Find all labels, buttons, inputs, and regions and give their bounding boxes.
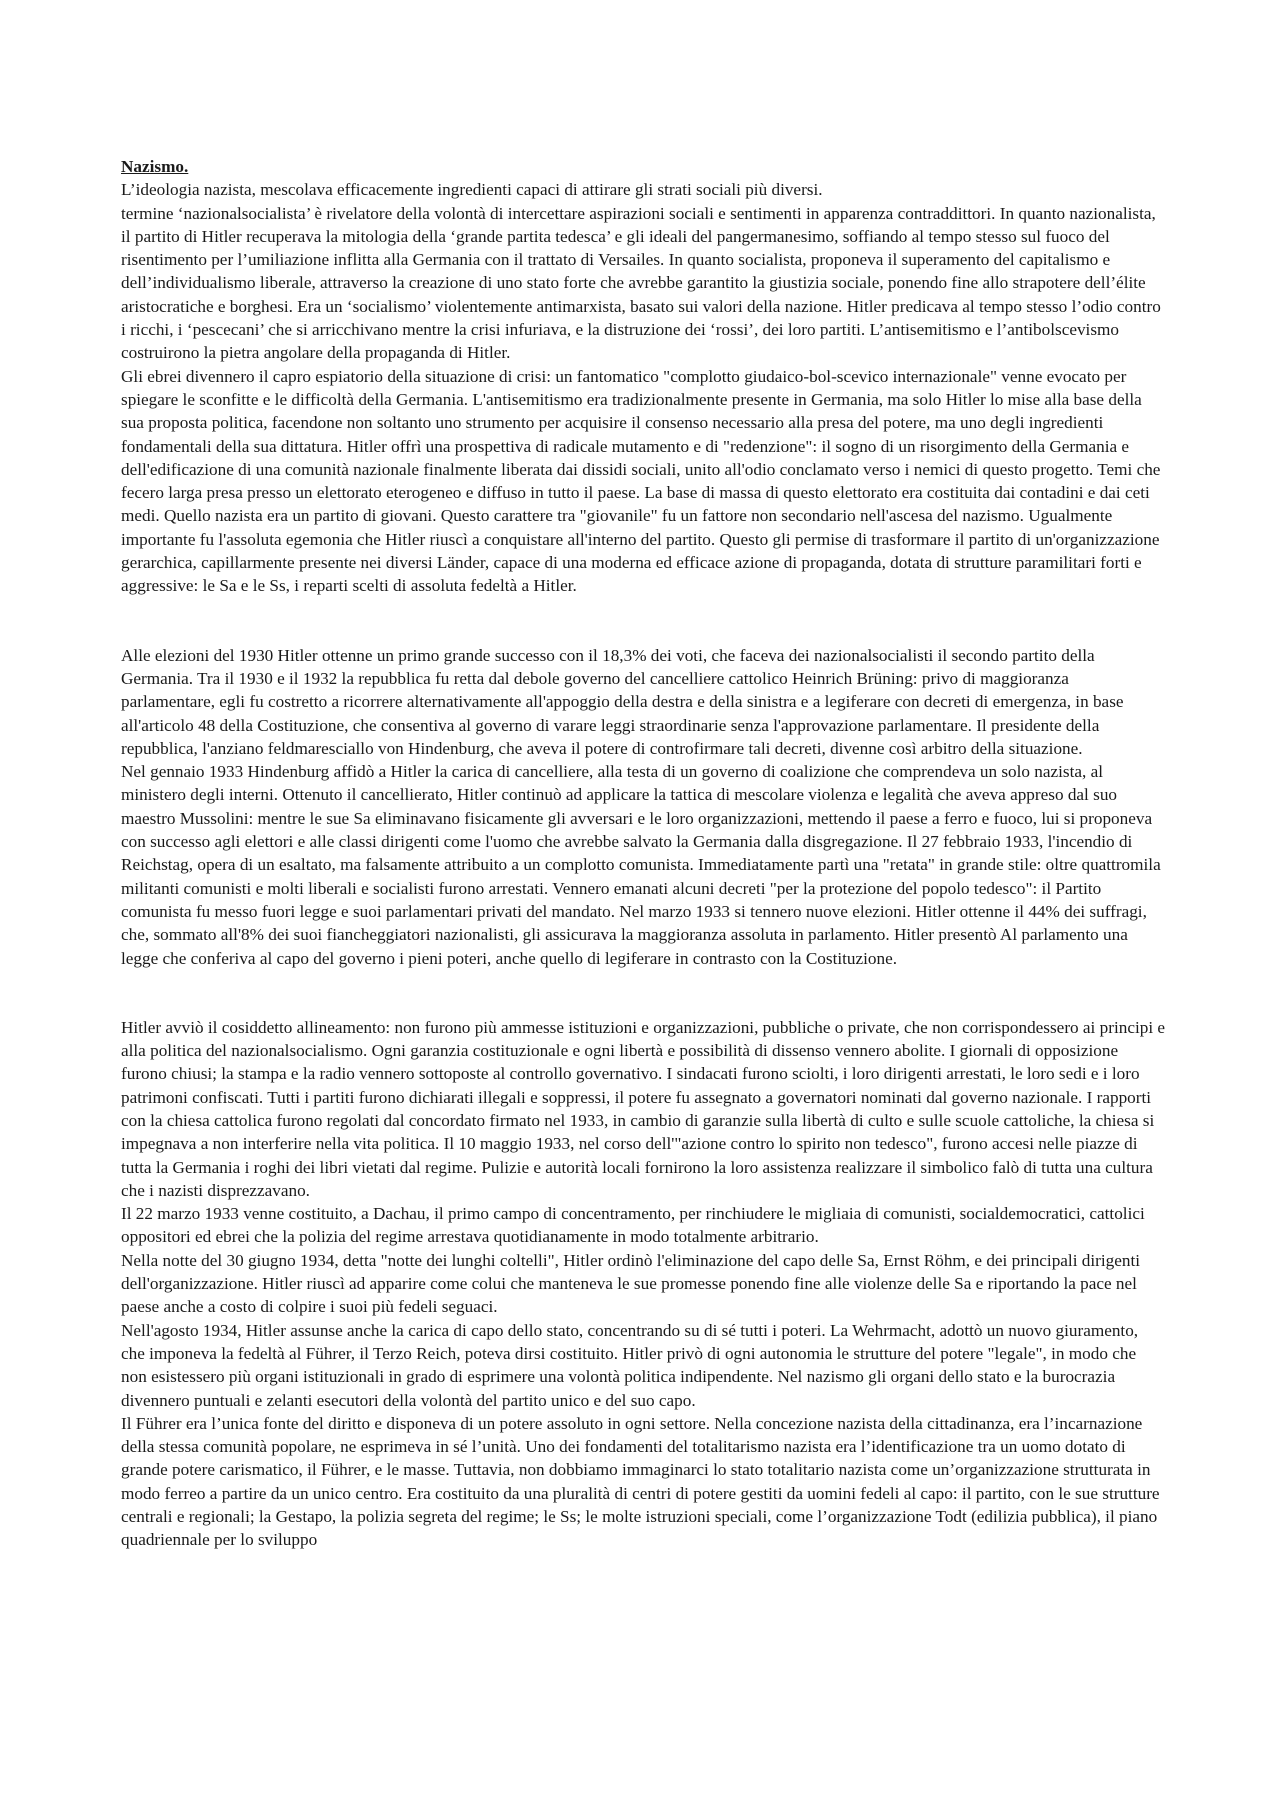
paragraph: Il Führer era l’unica fonte del diritto e disponeva di un potere assoluto in ogni settore. Nella concezione nazista della cittadinanza, era l’incarnazione della stessa comunità popolare, ne esprimeva in sé l’unità. Uno dei fondamenti del totalitarismo nazista era l’identificazione tra un uomo dotato di grande potere carismatico, il Führer, e le masse. Tuttavia, non dobbiamo immaginarci lo stato totalitario nazista come un’organizzazione strutturata in modo ferreo a partire da un unico centro. Era costituito da una pluralità di centri di potere gestiti da uomini fedeli al capo: il partito, con le sue strutture centrali e regionali; la Gestapo, la polizia segreta del regime; le Ss; le molte istruzioni speciali, come l’organizzazione Todt (edilizia pubblica), il piano quadriennale per lo sviluppo: [121, 1413, 1160, 1550]
paragraph: Gli ebrei divennero il capro espiatorio della situazione di crisi: un fantomatico "complotto giudaico-bol-scevico internazionale" venne evocato per spiegare le sconfitte e le difficoltà della Germania. L'antisemitismo era tradizionalmente presente in Germania, ma solo Hitler lo mise alla base della sua proposta politica, facendone non soltanto uno strumento per acquisire il consenso necessario alla presa del potere, ma uno degli ingredienti fondamentali della sua dittatura. Hitler offrì una prospettiva di radicale mutamento e di "redenzione": il sogno di un risorgimento della Germania e dell'edificazione di una comunità nazionale finalmente liberata dai dissidi sociali, unito all'odio conclamato verso i nemici di questo progetto. Temi che fecero larga presa presso un elettorato eterogeneo e diffuso in tutto il paese. La base di massa di questo elettorato era costituita dai contadini e dai ceti medi. Quello nazista era un partito di giovani. Questo carattere tra "giovanile" fu un fattore non secondario nell'ascesa del nazismo. Ugualmente importante fu l'assoluta egemonia che Hitler riuscì a conquistare all'interno del partito. Questo gli permise di trasformare il partito di un'organizzazione gerarchica, capillarmente presente nei diversi Länder, capace di una moderna ed efficace azione di propaganda, dotata di strutture paramilitari forti e aggressive: le Sa e le Ss, i reparti scelti di assoluta fedeltà a Hitler.: [121, 366, 1161, 596]
document-title: Nazismo.: [121, 157, 189, 176]
paragraph: termine ‘nazionalsocialista’ è rivelatore della volontà di intercettare aspirazioni sociali e sentimenti in apparenza contraddittori. In quanto nazionalista, il partito di Hitler recuperava la mitologia della ‘grande partita tedesca’ e gli ideali del pangermanesimo, soffiando al tempo stesso sul fuoco del risentimento per l’umiliazione inflitta alla Germania con il trattato di Versailes. In quanto socialista, proponeva il superamento del capitalismo e dell’individualismo liberale, attraverso la creazione di uno stato forte che avrebbe garantito la giustizia sociale, ponendo fine allo strapotere dell’élite aristocratiche e borghesi. Era un ‘socialismo’ violentemente antimarxista, basato sui valori della nazione. Hitler predicava al tempo stesso l’odio contro i ricchi, i ‘pescecani’ che si arricchivano mentre la crisi infuriava, e la distruzione dei ‘rossi’, dei loro partiti. L’antisemitismo e l’antibolscevismo costruirono la pietra angolare della propaganda di Hitler.: [121, 203, 1161, 363]
paragraph: Nell'agosto 1934, Hitler assunse anche la carica di capo dello stato, concentrando su di sé tutti i poteri. La Wehrmacht, adottò un nuovo giuramento, che imponeva la fedeltà al Führer, il Terzo Reich, poteva dirsi costituito. Hitler privò di ogni autonomia le strutture del potere "legale", in modo che non esistessero più organi istituzionali in grado di esprimere una volontà politica indipendente. Nel nazismo gli organi dello stato e la burocrazia divennero puntuali e zelanti esecutori della volontà del partito unico e del suo capo.: [121, 1320, 1139, 1410]
paragraph: Nel gennaio 1933 Hindenburg affidò a Hitler la carica di cancelliere, alla testa di un governo di coalizione che comprendeva un solo nazista, al ministero degli interni. Ottenuto il cancellierato, Hitler continuò ad applicare la tattica di mescolare violenza e legalità che aveva appreso dal suo maestro Mussolini: mentre le sue Sa eliminavano fisicamente gli avversari e le loro organizzazioni, mettendo il paese a ferro e fuoco, lui si proponeva con successo agli elettori e alle classi dirigenti come l'uomo che avrebbe salvato la Germania dalla disgregazione. Il 27 febbraio 1933, l'incendio di Reichstag, opera di un esaltato, ma falsamente attribuito a un complotto comunista. Immediatamente partì una "retata" in grande stile: oltre quattromila militanti comunisti e molti liberali e socialisti furono arrestati. Vennero emanati alcuni decreti "per la protezione del popolo tedesco": il Partito comunista fu messo fuori legge e suoi parlamentari privati del mandato. Nel marzo 1933 si tennero nuove elezioni. Hitler ottenne il 44% dei suffragi, che, sommato all'8% dei suoi fiancheggiatori nazionalisti, gli assicurava la maggioranza assoluta in parlamento. Hitler presentò Al parlamento una legge che conferiva al capo del governo i pieni poteri, anche quello di legiferare in contrasto con la Costituzione.: [121, 762, 1161, 968]
paragraph: Alle elezioni del 1930 Hitler ottenne un primo grande successo con il 18,3% dei voti, che faceva dei nazionalsocialisti il secondo partito della Germania. Tra il 1930 e il 1932 la repubblica fu retta dal debole governo del cancelliere cattolico Heinrich Brüning: privo di maggioranza parlamentare, egli fu costretto a ricorrere alternativamente all'appoggio della destra e della sinistra e a legiferare con decreti di emergenza, in base all'articolo 48 della Costituzione, che consentiva al governo di varare leggi straordinarie senza l'approvazione parlamentare. Il presidente della repubblica, l'anziano feldmaresciallo von Hindenburg, che aveva il potere di controfirmare tali decreti, divenne così arbitro della situazione.: [121, 645, 1124, 758]
section-ideology: [121, 178, 1166, 597]
paragraph: L’ideologia nazista, mescolava efficacemente ingredienti capaci di attirare gli strati sociali più diversi.: [121, 180, 823, 200]
paragraph: Il 22 marzo 1933 venne costituito, a Dachau, il primo campo di concentramento, per rinchiudere le migliaia di comunisti, socialdemocratici, cattolici oppositori ed ebrei che la polizia del regime arrestava quotidianamente in modo totalmente arbitrario.: [121, 1204, 1145, 1247]
document-page: [121, 155, 1166, 1552]
section-totalitarian-state: [121, 1016, 1166, 1552]
section-gap: [121, 970, 1166, 1016]
section-gap: [121, 598, 1166, 644]
paragraph: Nella notte del 30 giugno 1934, detta "notte dei lunghi coltelli", Hitler ordinò l'eliminazione del capo delle Sa, Ernst Röhm, e dei principali dirigenti dell'organizzazione. Hitler riuscì ad apparire come colui che manteneva le sue promesse ponendo fine alle violenze delle Sa e riportando la pace nel paese anche a costo di colpire i suoi più fedeli seguaci.: [121, 1250, 1141, 1317]
section-rise-to-power: [121, 644, 1166, 970]
paragraph: Hitler avviò il cosiddetto allineamento: non furono più ammesse istituzioni e organizzazioni, pubbliche o private, che non corrispondessero ai principi e alla politica del nazionalsocialismo. Ogni garanzia costituzionale e ogni libertà e possibilità di dissenso vennero abolite. I giornali di opposizione furono chiusi; la stampa e la radio vennero sottoposte al controllo governativo. I sindacati furono sciolti, i loro dirigenti arrestati, le loro sedi e i loro patrimoni confiscati. Tutti i partiti furono dichiarati illegali e soppressi, il potere fu assegnato a governatori nominati dal governo nazionale. I rapporti con la chiesa cattolica furono regolati dal concordato firmato nel 1933, in cambio di garanzie sulla libertà di culto e sulle scuole cattoliche, la chiesa si impegnava a non interferire nella vita politica. Il 10 maggio 1933, nel corso dell'"azione contro lo spirito non tedesco", furono accesi nelle piazze di tutta la Germania i roghi dei libri vietati dal regime. Pulizie e autorità locali fornirono la loro assistenza realizzare il simbolico falò di tutta una cultura che i nazisti disprezzavano.: [121, 1017, 1166, 1200]
